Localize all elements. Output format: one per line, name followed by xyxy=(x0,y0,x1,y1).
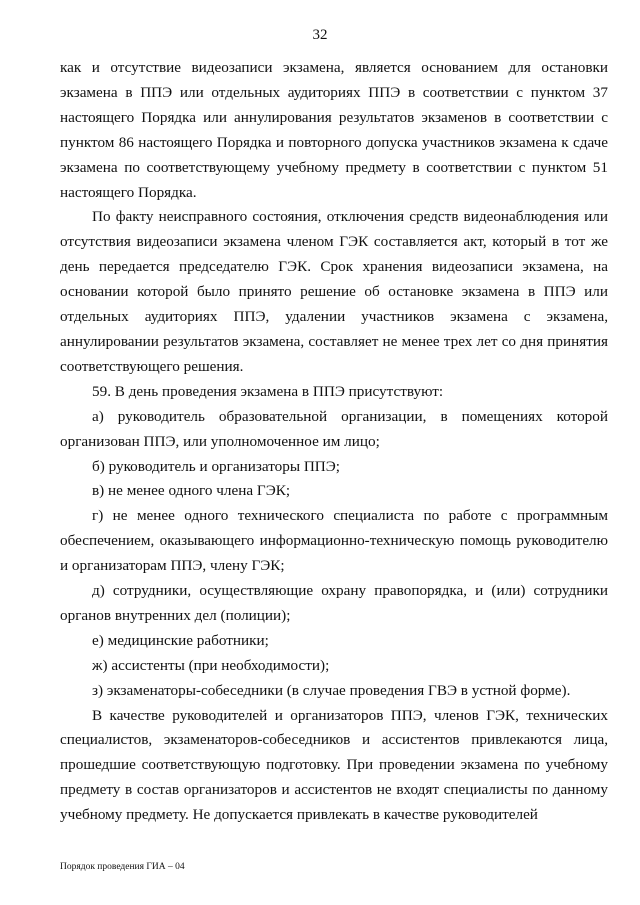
list-item-b: б) руководитель и организаторы ППЭ; xyxy=(92,457,341,475)
document-body xyxy=(60,56,608,828)
footer-label: Порядок проведения ГИА – 04 xyxy=(60,862,185,872)
paragraph-video-malfunction-act: По факту неисправного состояния, отключения средств видеонаблюдения или отсутствия видеозаписи экзамена членом ГЭК составляется акт, который в тот же день передается председателю ГЭК. Срок хранения видеозаписи экзамена, на основании которой было принято решение об остановке экзамена в ППЭ или отдельных аудиториях ППЭ, удалении участников экзамена с экзамена, аннулировании результатов экзамена, составляет не менее трех лет со дня принятия соответствующего решения. xyxy=(60,208,608,375)
paragraph-item-59-heading: 59. В день проведения экзамена в ППЭ присутствуют: xyxy=(92,382,444,400)
list-item-zh: ж) ассистенты (при необходимости); xyxy=(92,656,330,674)
list-item-g: г) не менее одного технического специалиста по работе с программным обеспечением, оказывающего информационно-техническую помощь руководителю и организаторам ППЭ, члену ГЭК; xyxy=(60,507,608,575)
list-item-e: е) медицинские работники; xyxy=(92,631,269,649)
paragraph-staff-training: В качестве руководителей и организаторов ППЭ, членов ГЭК, технических специалистов, экзаменаторов-собеседников и ассистентов привлекаются лица, прошедшие соответствующую подготовку. При проведении экзамена по учебному предмету в состав организаторов и ассистентов не входят специалисты по данному учебному предмету. Не допускается привлекать в качестве руководителей xyxy=(60,706,608,824)
list-item-d: д) сотрудники, осуществляющие охрану правопорядка, и (или) сотрудники органов внутренних дел (полиции); xyxy=(60,582,608,624)
list-item-v: в) не менее одного члена ГЭК; xyxy=(92,482,291,500)
paragraph-video-absence: как и отсутствие видеозаписи экзамена, является основанием для остановки экзамена в ППЭ или отдельных аудиториях ППЭ в соответствии с пунктом 37 настоящего Порядка или аннулирования результатов экзаменов в соответствии с пунктом 86 настоящего Порядка и повторного допуска участников экзамена к сдаче экзамена по соответствующему учебному предмету в соответствии с пунктом 51 настоящего Порядка. xyxy=(60,59,608,201)
list-item-z: з) экзаменаторы-собеседники (в случае проведения ГВЭ в устной форме). xyxy=(92,681,571,699)
page-number: 32 xyxy=(312,27,328,43)
list-item-a: а) руководитель образовательной организации, в помещениях которой организован ППЭ, или уполномоченное им лицо; xyxy=(60,407,608,450)
